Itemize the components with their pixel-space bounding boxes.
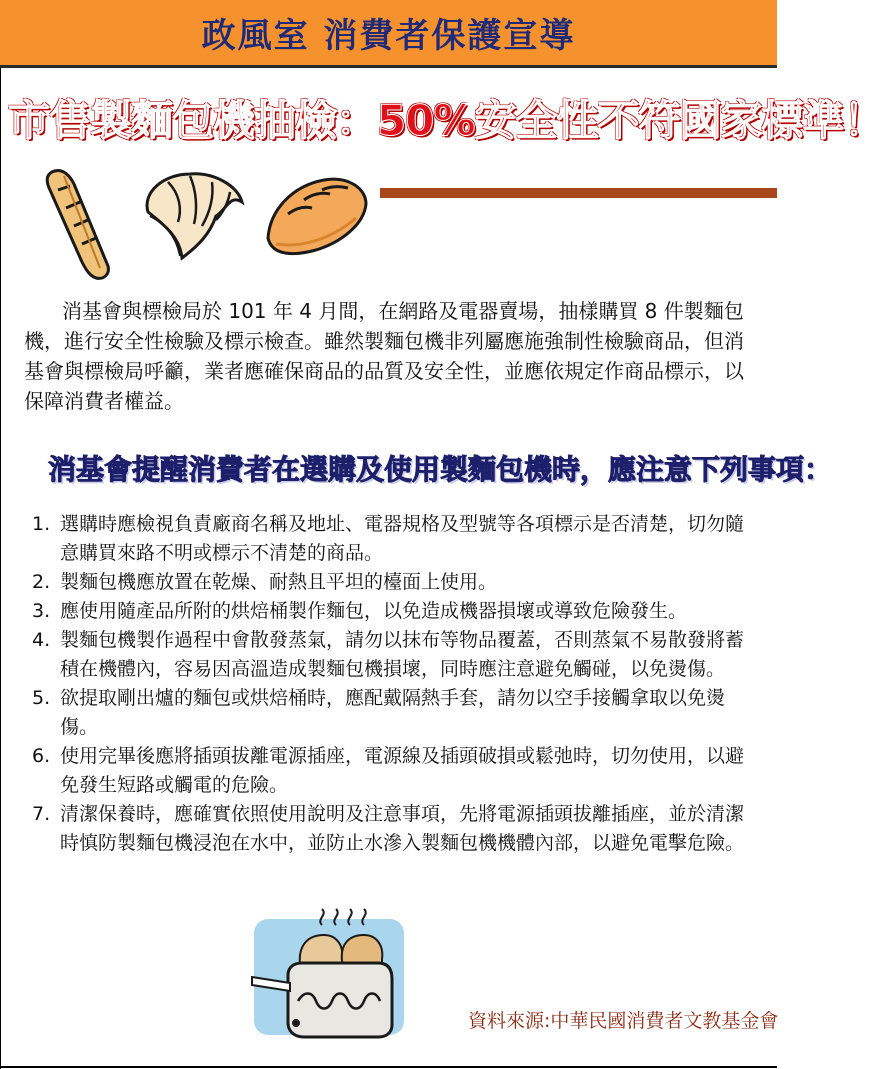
- list-item: [32, 800, 752, 858]
- item-text: 使用完畢後應將插頭拔離電源插座，電源線及插頭破損或鬆弛時，切勿使用，以避免發生短路或觸電的危險。: [60, 745, 745, 796]
- headline: 市售製麵包機抽檢：50%安全性不符國家標準！: [8, 96, 885, 145]
- notice-list: [32, 510, 752, 858]
- item-text: 欲提取剛出爐的麵包或烘焙桶時，應配戴隔熱手套，請勿以空手接觸拿取以免燙傷。: [60, 687, 726, 738]
- notice-subheading: 消基會提醒消費者在選購及使用製麵包機時，應注意下列事項：: [48, 453, 833, 486]
- item-number: 5.: [32, 687, 51, 709]
- banner-title: 政風室 消費者保護宣導: [201, 16, 576, 56]
- baguette-icon: [47, 171, 108, 279]
- header-banner: [0, 0, 777, 68]
- list-item: [32, 597, 752, 626]
- list-item: [32, 568, 752, 597]
- bread-loaf-icon: [268, 179, 366, 253]
- list-item: [32, 742, 752, 800]
- list-item: [32, 684, 752, 742]
- toaster-illustration: [232, 905, 410, 1047]
- list-item: [32, 510, 752, 568]
- divider-rule: [380, 188, 777, 198]
- item-number: 2.: [32, 571, 51, 593]
- intro-paragraph: 消基會與標檢局於 101 年 4 月間，在網路及電器賣場，抽樣購買 8 件製麵包機，進行安全性檢驗及標示檢查。雖然製麵包機非列屬應施強制性檢驗商品，但消基會與標檢局呼籲，業者應確保商品的品質及安全性，並應依規定作商品標示，以保障消費者權益。: [24, 299, 744, 413]
- toaster-icon: [252, 909, 404, 1037]
- source-credit: 資料來源:中華民國消費者文教基金會: [468, 1010, 779, 1032]
- item-number: 3.: [32, 600, 51, 622]
- list-item: [32, 626, 752, 684]
- item-number: 1.: [32, 513, 51, 535]
- croissant-icon: [147, 174, 242, 258]
- item-number: 7.: [32, 803, 51, 825]
- page-border-bottom: [0, 1066, 777, 1068]
- item-text: 應使用隨產品所附的烘焙桶製作麵包，以免造成機器損壞或導致危險發生。: [60, 600, 688, 622]
- item-number: 4.: [32, 629, 51, 651]
- item-text: 清潔保養時，應確實依照使用說明及注意事項，先將電源插頭拔離插座，並於清潔時慎防製麵包機浸泡在水中，並防止水滲入製麵包機機體內部，以避免電擊危險。: [60, 803, 745, 854]
- item-number: 6.: [32, 745, 51, 767]
- page-border-left: [0, 0, 1, 1069]
- bread-illustration: [30, 160, 380, 285]
- item-text: 選購時應檢視負責廠商名稱及地址、電器規格及型號等各項標示是否清楚，切勿隨意購買來路不明或標示不清楚的商品。: [60, 513, 745, 564]
- item-text: 製麵包機製作過程中會散發蒸氣，請勿以抹布等物品覆蓋，否則蒸氣不易散發將蓄積在機體內，容易因高溫造成製麵包機損壞，同時應注意避免觸碰，以免燙傷。: [60, 629, 745, 680]
- item-text: 製麵包機應放置在乾燥、耐熱且平坦的檯面上使用。: [60, 571, 498, 593]
